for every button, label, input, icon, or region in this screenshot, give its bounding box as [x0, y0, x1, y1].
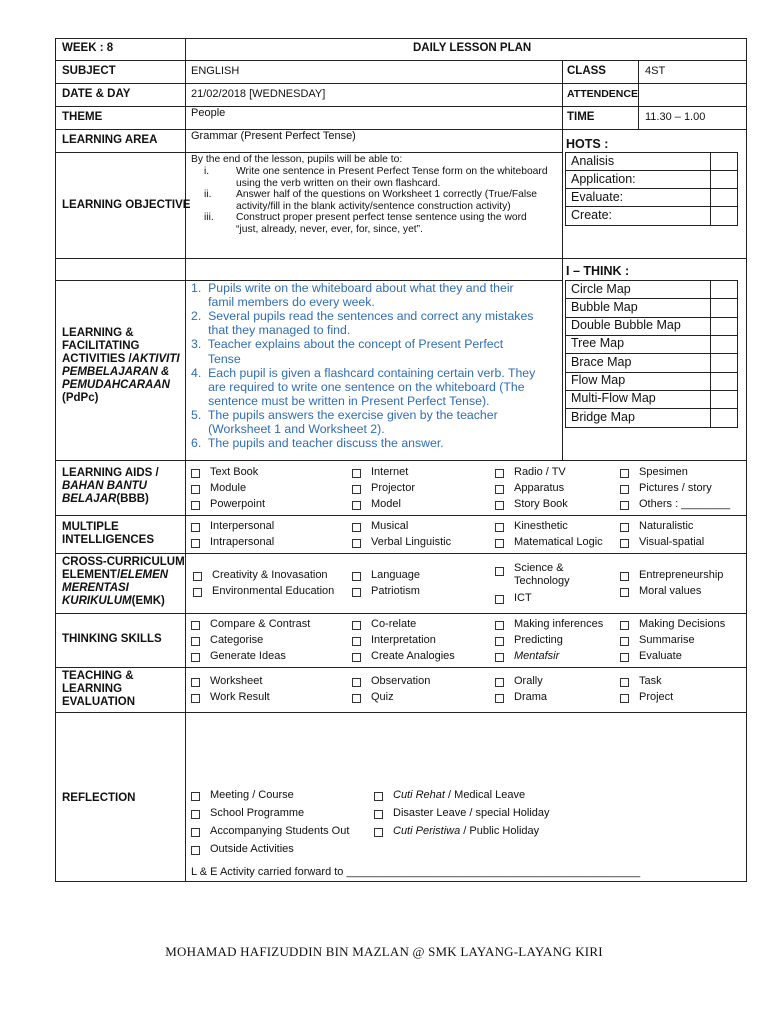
objective-intro: By the end of the lesson, pupils will be able to: — [191, 154, 403, 165]
checkbox-label: Verbal Linguistic — [371, 536, 452, 548]
checkbox[interactable] — [620, 523, 629, 532]
ithink-item: Bubble Map — [571, 299, 638, 314]
checkbox[interactable] — [191, 792, 200, 801]
checkbox-label: Pictures / story — [639, 482, 712, 494]
checkbox[interactable] — [620, 572, 629, 581]
checkbox[interactable] — [495, 501, 504, 510]
activities-label-block — [62, 327, 180, 405]
checkbox-label: Project — [639, 691, 674, 703]
learning-area-value: Grammar (Present Perfect Tense) — [191, 130, 356, 142]
ithink-item: Double Bubble Map — [571, 318, 681, 333]
checkbox-label: ICT — [514, 592, 532, 604]
checkbox[interactable] — [495, 539, 504, 548]
cce-label-line: (EMK) — [131, 595, 165, 607]
hots-row-line — [565, 170, 737, 171]
checkbox-label: Summarise — [639, 634, 695, 646]
activity-line: 5. The pupils answers the exercise given by the teacher — [191, 407, 498, 422]
reflection-text: / Medical Leave — [444, 789, 526, 801]
checkbox[interactable] — [620, 621, 629, 630]
reflection-label: REFLECTION — [62, 792, 136, 804]
checkbox-label: Co-relate — [371, 618, 417, 630]
checkbox-label: Drama — [514, 691, 548, 703]
checkbox[interactable] — [352, 539, 361, 548]
checkbox-label: Generate Ideas — [210, 650, 286, 662]
hots-title: HOTS : — [566, 137, 609, 151]
ithink-item: Circle Map — [571, 281, 631, 296]
activity-line: (Worksheet 1 and Worksheet 2). — [191, 422, 385, 436]
reflection-italic: Cuti Rehat — [393, 789, 445, 801]
checkbox-label: Radio / TV — [514, 466, 566, 478]
checkbox[interactable] — [191, 539, 200, 548]
checkbox[interactable] — [191, 469, 200, 478]
checkbox[interactable] — [620, 678, 629, 687]
activity-line: 1. Pupils write on the whiteboard about what they and their — [191, 281, 514, 295]
hots-row-line — [565, 188, 737, 189]
checkbox-label: Task — [639, 675, 662, 687]
checkbox-label: Intrapersonal — [210, 536, 275, 548]
checkbox[interactable] — [352, 501, 361, 510]
checkbox[interactable] — [620, 469, 629, 478]
checkbox-label: Technology — [514, 575, 570, 587]
checkbox[interactable] — [352, 678, 361, 687]
time-value: 11.30 – 1.00 — [645, 111, 706, 123]
checkbox[interactable] — [191, 828, 200, 837]
checkbox-label: Evaluate — [639, 650, 682, 662]
checkbox-label: Story Book — [514, 498, 568, 510]
activity-line: 6. The pupils and teacher discuss the answer. — [191, 436, 444, 451]
checkbox[interactable] — [191, 523, 200, 532]
checkbox-label: Accompanying Students Out — [210, 825, 350, 837]
checkbox-label: Worksheet — [210, 675, 263, 687]
checkbox[interactable] — [352, 485, 361, 494]
activities-label-line: LEARNING & — [62, 327, 134, 339]
activity-line: Tense — [191, 351, 241, 366]
checkbox-label: Spesimen — [639, 466, 688, 478]
checkbox-label — [393, 825, 539, 838]
page-title: DAILY LESSON PLAN — [413, 42, 532, 54]
checkbox[interactable] — [352, 588, 361, 597]
objective-line: Write one sentence in Present Perfect Tense form on the whiteboard — [236, 166, 548, 177]
checkbox-label — [393, 789, 525, 802]
ithink-item: Bridge Map — [571, 409, 635, 424]
checkbox[interactable] — [495, 595, 504, 604]
week-label: WEEK : 8 — [62, 42, 114, 54]
aids-label-line: (BBB) — [116, 493, 149, 505]
checkbox[interactable] — [620, 539, 629, 548]
checkbox-label: Create Analogies — [371, 650, 455, 662]
checkbox[interactable] — [495, 523, 504, 532]
ithink-title: I – THINK : — [566, 264, 630, 278]
checkbox-label: Others : ________ — [639, 498, 731, 510]
checkbox[interactable] — [495, 485, 504, 494]
checkbox[interactable] — [352, 637, 361, 646]
hots-item: Evaluate: — [571, 190, 624, 204]
objective-number: ii. — [204, 189, 212, 201]
checkbox[interactable] — [495, 637, 504, 646]
checkbox-label: Apparatus — [514, 482, 565, 494]
checkbox[interactable] — [191, 501, 200, 510]
date-label: DATE & DAY — [62, 88, 131, 100]
checkbox[interactable] — [495, 567, 504, 576]
activities-label-line: FACILITATING — [62, 340, 140, 352]
cce-label-line: ELEMENT/ — [62, 569, 121, 581]
checkbox-label: Compare & Contrast — [210, 618, 311, 630]
checkbox[interactable] — [620, 637, 629, 646]
checkbox[interactable] — [620, 694, 629, 703]
checkbox[interactable] — [193, 588, 202, 597]
evaluation-label — [62, 670, 135, 709]
checkbox[interactable] — [191, 637, 200, 646]
cce-label-line: CROSS-CURRICULUM — [62, 556, 185, 568]
class-label: CLASS — [567, 65, 606, 77]
checkbox[interactable] — [191, 485, 200, 494]
date-value: 21/02/2018 [WEDNESDAY] — [191, 88, 326, 100]
cce-label — [62, 556, 185, 608]
checkbox[interactable] — [374, 828, 383, 837]
checkbox-label: Categorise — [210, 634, 264, 646]
checkbox[interactable] — [495, 694, 504, 703]
cce-label-line: MERENTASI — [62, 582, 129, 594]
checkbox-label: Powerpoint — [210, 498, 266, 510]
subject-value: ENGLISH — [191, 65, 240, 77]
reflection-text: / Public Holiday — [460, 825, 540, 837]
cce-label-line: KURIKULUM — [62, 595, 132, 607]
checkbox[interactable] — [191, 621, 200, 630]
checkbox[interactable] — [191, 846, 200, 855]
checkbox-label: Matematical Logic — [514, 536, 603, 548]
aids-label-line: BAHAN BANTU — [62, 480, 147, 492]
checkbox-label: Entrepreneurship — [639, 569, 724, 581]
checkbox-label: Mentafsir — [514, 650, 560, 662]
evaluation-label-line: LEARNING — [62, 683, 123, 695]
checkbox-label: Internet — [371, 466, 409, 478]
checkbox[interactable] — [191, 653, 200, 662]
checkbox-label: Patriotism — [371, 585, 420, 597]
checkbox-label: Disaster Leave / special Holiday — [393, 807, 550, 819]
activities-label-line: PEMBELAJARAN & — [62, 366, 170, 378]
hots-item: Create: — [571, 208, 612, 222]
checkbox-label: Predicting — [514, 634, 563, 646]
hots-item: Application: — [571, 172, 636, 186]
cce-label-line: ELEMEN — [120, 569, 169, 581]
checkbox[interactable] — [620, 588, 629, 597]
activity-line: 3. Teacher explains about the concept of Present Perfect — [191, 337, 504, 352]
checkbox[interactable] — [374, 792, 383, 801]
checkbox[interactable] — [193, 572, 202, 581]
ithink-item: Brace Map — [571, 354, 632, 369]
checkbox-label: Work Result — [210, 691, 270, 703]
checkbox-label: Projector — [371, 482, 416, 494]
aids-label — [62, 467, 159, 506]
objective-line: Construct proper present perfect tense sentence using the word — [236, 212, 527, 224]
checkbox-label: Creativity & Inovasation — [212, 569, 328, 581]
theme-value: People — [191, 107, 226, 119]
ithink-item: Tree Map — [571, 336, 625, 351]
activity-line: famil members do every week. — [191, 295, 375, 310]
checkbox-label: Meeting / Course — [210, 789, 294, 801]
theme-label: THEME — [62, 111, 103, 123]
checkbox[interactable] — [191, 810, 200, 819]
checkbox[interactable] — [352, 621, 361, 630]
evaluation-label-line: TEACHING & — [62, 670, 134, 682]
mi-label-line: MULTIPLE — [62, 521, 119, 533]
activities-label-line — [62, 353, 180, 366]
class-value: 4ST — [645, 65, 666, 77]
checkbox-label: Making inferences — [514, 618, 604, 630]
checkbox-label: Environmental Education — [212, 585, 335, 597]
mi-label — [62, 521, 154, 547]
checkbox-label: Language — [371, 569, 420, 581]
checkbox-label: Module — [210, 482, 247, 494]
checkbox-label: Observation — [371, 675, 431, 687]
activities-label-line: PEMUDAHCARAAN — [62, 379, 170, 391]
checkbox[interactable] — [620, 653, 629, 662]
objective-number: i. — [204, 166, 210, 177]
activity-line: sentence must be written in Present Perfect Tense). — [191, 393, 490, 408]
checkbox[interactable] — [495, 678, 504, 687]
footer-author: MOHAMAD HAFIZUDDIN BIN MAZLAN @ SMK LAYANG-LAYANG KIRI — [165, 944, 603, 959]
checkbox-label: Naturalistic — [639, 520, 694, 532]
checkbox-label: Interpersonal — [210, 520, 275, 532]
checkbox[interactable] — [352, 694, 361, 703]
activities-label-line: (PdPc) — [62, 392, 99, 404]
activity-line: 4. Each pupil is given a flashcard containing certain verb. They — [191, 365, 536, 380]
aids-label-line: LEARNING AIDS / — [62, 467, 159, 479]
checkbox[interactable] — [620, 501, 629, 510]
checkbox-label: Musical — [371, 520, 409, 532]
objective-line: “just, already, never, ever, for, since, yet”. — [236, 224, 423, 235]
checkbox[interactable] — [495, 653, 504, 662]
objective-line: activity/fill in the blank activity/sentence construction activity) — [236, 200, 511, 212]
learning-area-label: LEARNING AREA — [62, 134, 158, 146]
checkbox-label: Kinesthetic — [514, 520, 568, 532]
activities-label-part: ACTIVITIES / — [62, 353, 132, 365]
checkbox[interactable] — [352, 653, 361, 662]
mi-label-line: INTELLIGENCES — [62, 534, 155, 546]
checkbox-label: Moral values — [639, 585, 702, 597]
checkbox-label: Quiz — [371, 691, 394, 703]
evaluation-label-line: EVALUATION — [62, 696, 136, 708]
checkbox-label: Interpretation — [371, 634, 436, 646]
thinking-label: THINKING SKILLS — [62, 633, 162, 645]
attendance-label: ATTENDENCE — [567, 88, 638, 100]
checkbox[interactable] — [495, 469, 504, 478]
ithink-item: Flow Map — [571, 373, 626, 387]
objective-line: using the verb written on their own flashcard. — [236, 177, 441, 189]
checkbox[interactable] — [191, 678, 200, 687]
subject-label: SUBJECT — [62, 65, 116, 77]
checkbox[interactable] — [374, 810, 383, 819]
checkbox-label: School Programme — [210, 807, 305, 819]
checkbox[interactable] — [352, 572, 361, 581]
checkbox-label: Outside Activities — [210, 843, 294, 855]
hots-row-line — [565, 206, 737, 207]
time-label: TIME — [567, 111, 595, 123]
checkbox-label: Making Decisions — [639, 618, 726, 630]
activity-line: 2. Several pupils read the sentences and correct any mistakes — [191, 309, 534, 324]
aids-label-line: BELAJAR — [62, 493, 117, 505]
checkbox[interactable] — [495, 621, 504, 630]
checkbox[interactable] — [620, 485, 629, 494]
activity-line: that they managed to find. — [191, 323, 351, 338]
activity-line: are required to write one sentence on the whiteboard (The — [191, 379, 525, 394]
objective-label: LEARNING OBJECTIVE — [62, 199, 191, 211]
checkbox[interactable] — [191, 694, 200, 703]
checkbox[interactable] — [352, 469, 361, 478]
objective-number: iii. — [204, 212, 214, 224]
checkbox-label: Science & — [514, 562, 564, 574]
activities-label-part: AKTIVITI — [131, 353, 180, 365]
reflection-italic: Cuti Peristiwa — [393, 825, 461, 837]
objective-line: Answer half of the questions on Worksheet 1 correctly (True/False — [236, 189, 538, 201]
ithink-item: Multi-Flow Map — [571, 391, 656, 406]
checkbox-label: Visual-spatial — [639, 536, 705, 548]
checkbox-label: Text Book — [210, 466, 259, 478]
hots-item: Analisis — [571, 154, 615, 168]
checkbox[interactable] — [352, 523, 361, 532]
checkbox-label: Model — [371, 498, 401, 510]
checkbox-label: Orally — [514, 675, 543, 687]
carry-forward-line: L & E Activity carried forward to ________________________________________________ — [191, 866, 641, 878]
